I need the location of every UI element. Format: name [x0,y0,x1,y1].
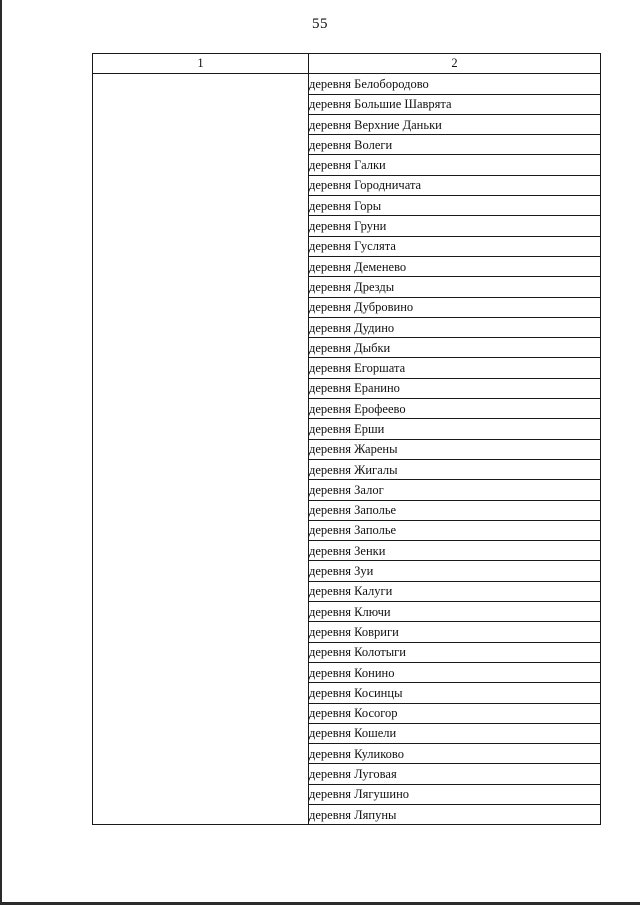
settlement-name-cell: деревня Жигалы [309,459,601,479]
settlement-name-cell: деревня Большие Шаврята [309,94,601,114]
settlement-name-cell: деревня Галки [309,155,601,175]
column-1-merged-cell [93,74,309,825]
table-row [93,74,601,94]
settlement-name-cell: деревня Зуи [309,561,601,581]
settlement-name-cell: деревня Ерофеево [309,399,601,419]
settlement-name-cell: деревня Калуги [309,581,601,601]
page-number: 55 [312,16,328,32]
settlement-name-cell: деревня Дудино [309,317,601,337]
settlement-name-cell: деревня Деменево [309,256,601,276]
settlement-name-cell: деревня Горы [309,196,601,216]
settlement-name-cell: деревня Ляпуны [309,804,601,824]
settlement-name-cell: деревня Волеги [309,135,601,155]
settlement-name-cell: деревня Дыбки [309,338,601,358]
settlement-name-cell: деревня Колотыги [309,642,601,662]
scan-left-edge [0,0,2,905]
column-header-1: 1 [93,54,309,74]
settlement-name-cell: деревня Егоршата [309,358,601,378]
settlement-name-cell: деревня Ковриги [309,622,601,642]
settlement-name-cell: деревня Заполье [309,500,601,520]
settlement-name-cell: деревня Еранино [309,378,601,398]
settlement-name-cell: деревня Верхние Даньки [309,114,601,134]
settlement-name-cell: деревня Ключи [309,602,601,622]
settlement-name-cell: деревня Гуслята [309,236,601,256]
settlement-name-cell: деревня Груни [309,216,601,236]
settlement-name-cell: деревня Дубровино [309,297,601,317]
settlement-name-cell: деревня Луговая [309,764,601,784]
settlement-name-cell: деревня Белобородово [309,74,601,94]
settlement-name-cell: деревня Заполье [309,520,601,540]
table-body [93,74,601,825]
settlement-name-cell: деревня Косинцы [309,683,601,703]
settlements-table [92,53,601,825]
settlement-name-cell: деревня Конино [309,662,601,682]
settlement-name-cell: деревня Залог [309,480,601,500]
table-header-row [93,54,601,74]
settlement-name-cell: деревня Зенки [309,541,601,561]
settlement-name-cell: деревня Куликово [309,744,601,764]
settlement-name-cell: деревня Дрезды [309,277,601,297]
settlement-name-cell: деревня Городничата [309,175,601,195]
settlement-name-cell: деревня Косогор [309,703,601,723]
column-header-2: 2 [309,54,601,74]
settlement-name-cell: деревня Кошели [309,723,601,743]
settlement-name-cell: деревня Лягушино [309,784,601,804]
settlement-name-cell: деревня Жарены [309,439,601,459]
settlement-name-cell: деревня Ерши [309,419,601,439]
